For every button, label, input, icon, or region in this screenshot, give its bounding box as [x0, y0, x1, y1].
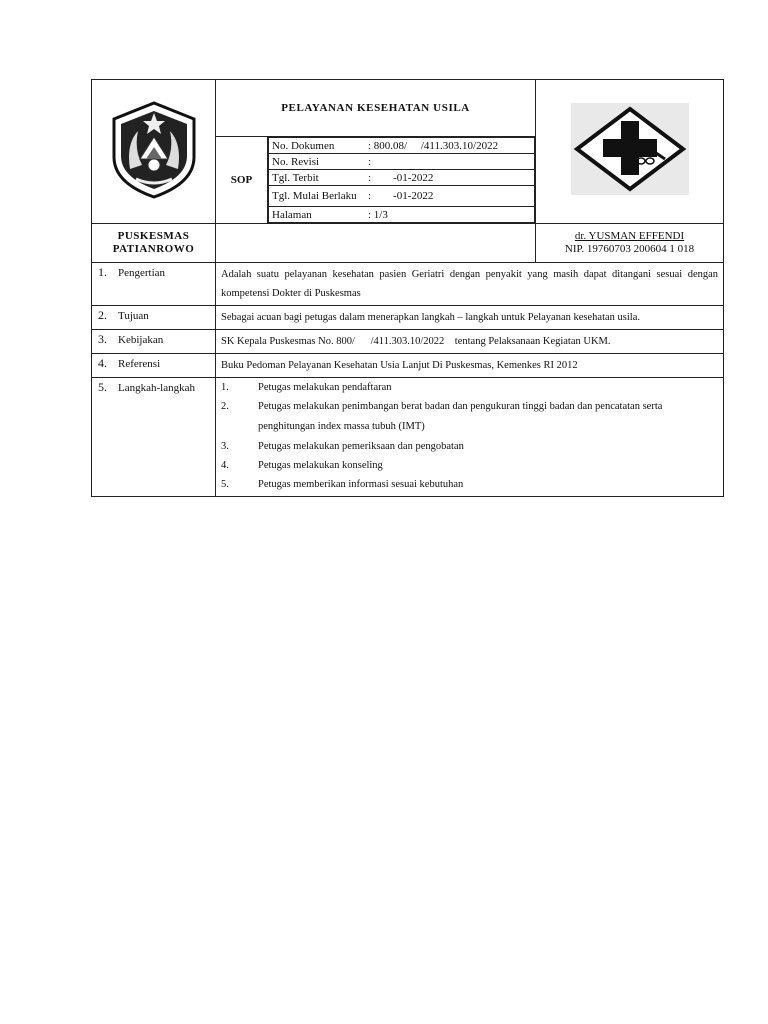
meta-value: :	[365, 154, 535, 170]
institution-line-1: PUSKESMAS	[117, 230, 190, 242]
section-text: Adalah suatu pelayanan kesehatan pasien Geriatri dengan penyakit yang masih dapat ditangani sesuai dengan kompetensi Dokter di Puskesmas	[216, 263, 724, 306]
section-title: Referensi	[118, 358, 161, 370]
sop-table	[91, 79, 724, 497]
section-number: 2.	[98, 308, 107, 322]
step-number: 1.	[221, 382, 229, 393]
meta-label: Tgl. Terbit	[269, 170, 366, 186]
section-row-kebijakan	[92, 330, 724, 354]
document-title: PELAYANAN KESEHATAN USILA	[216, 80, 536, 137]
section-text: Sebagai acuan bagi petugas dalam menerapkan langkah – langkah untuk Pelayanan kesehatan usila.	[216, 306, 724, 330]
meta-row-no-dokumen	[269, 138, 535, 154]
signatory-block	[536, 224, 724, 263]
right-logo-cell	[536, 80, 724, 224]
step-number: 3.	[221, 441, 229, 452]
meta-label: Tgl. Mulai Berlaku	[269, 186, 366, 207]
section-label	[92, 306, 216, 330]
list-item	[221, 475, 718, 494]
puskesmas-logo-icon	[571, 103, 689, 200]
section-number: 1.	[98, 265, 107, 279]
meta-label: Halaman	[269, 207, 366, 223]
step-number: 5.	[221, 479, 229, 490]
section-text: Buku Pedoman Pelayanan Kesehatan Usia Lanjut Di Puskesmas, Kemenkes RI 2012	[216, 354, 724, 378]
step-text: Petugas melakukan penimbangan berat badan dan pengukuran tinggi badan dan pencatatan serta penghitungan index massa tubuh (IMT)	[258, 401, 663, 432]
meta-label: No. Revisi	[269, 154, 366, 170]
meta-row-no-revisi	[269, 154, 535, 170]
signatory-name: dr. YUSMAN EFFENDI	[574, 230, 685, 242]
step-number: 4.	[221, 460, 229, 471]
sop-label: SOP	[216, 137, 268, 224]
section-number: 3.	[98, 332, 107, 346]
section-title: Langkah-langkah	[118, 382, 195, 394]
step-text: Petugas melakukan pendaftaran	[258, 382, 392, 393]
section-label	[92, 330, 216, 354]
list-item	[221, 397, 718, 437]
list-item	[221, 456, 718, 475]
section-row-tujuan	[92, 306, 724, 330]
step-text: Petugas memberikan informasi sesuai kebutuhan	[258, 479, 464, 490]
section-row-langkah	[92, 378, 724, 497]
steps-list	[221, 378, 718, 494]
section-text: SK Kepala Puskesmas No. 800/ /411.303.10/2022 tentang Pelaksanaan Kegiatan UKM.	[216, 330, 724, 354]
document-meta-cell	[268, 137, 536, 224]
step-number: 2.	[221, 401, 229, 412]
step-text: Petugas melakukan konseling	[258, 460, 383, 471]
left-logo-cell	[92, 80, 216, 224]
meta-row-tgl-mulai	[269, 186, 535, 207]
section-label	[92, 354, 216, 378]
step-text: Petugas melakukan pemeriksaan dan pengobatan	[258, 441, 464, 452]
meta-label: No. Dokumen	[269, 138, 366, 154]
meta-value: : -01-2022	[365, 170, 535, 186]
list-item	[221, 437, 718, 456]
document-meta-table	[268, 137, 535, 223]
meta-row-tgl-terbit	[269, 170, 535, 186]
institution-line-2: PATIANROWO	[112, 243, 195, 255]
meta-row-halaman	[269, 207, 535, 223]
section-row-referensi	[92, 354, 724, 378]
list-item	[221, 378, 718, 397]
section-label	[92, 263, 216, 306]
section-title: Kebijakan	[118, 334, 164, 346]
signatory-nip: NIP. 19760703 200604 1 018	[564, 243, 695, 255]
regency-emblem-icon	[108, 99, 200, 204]
section-title: Tujuan	[118, 310, 149, 322]
section-label	[92, 378, 216, 497]
meta-value: : 800.08/ /411.303.10/2022	[365, 138, 535, 154]
blank-cell	[216, 224, 536, 263]
section-title: Pengertian	[118, 267, 166, 279]
section-row-pengertian	[92, 263, 724, 306]
steps-cell	[216, 378, 724, 497]
meta-value: : 1/3	[365, 207, 535, 223]
section-number: 4.	[98, 356, 107, 370]
meta-value: : -01-2022	[365, 186, 535, 207]
institution-name	[92, 224, 216, 263]
sop-document	[91, 79, 723, 497]
section-number: 5.	[98, 380, 107, 394]
